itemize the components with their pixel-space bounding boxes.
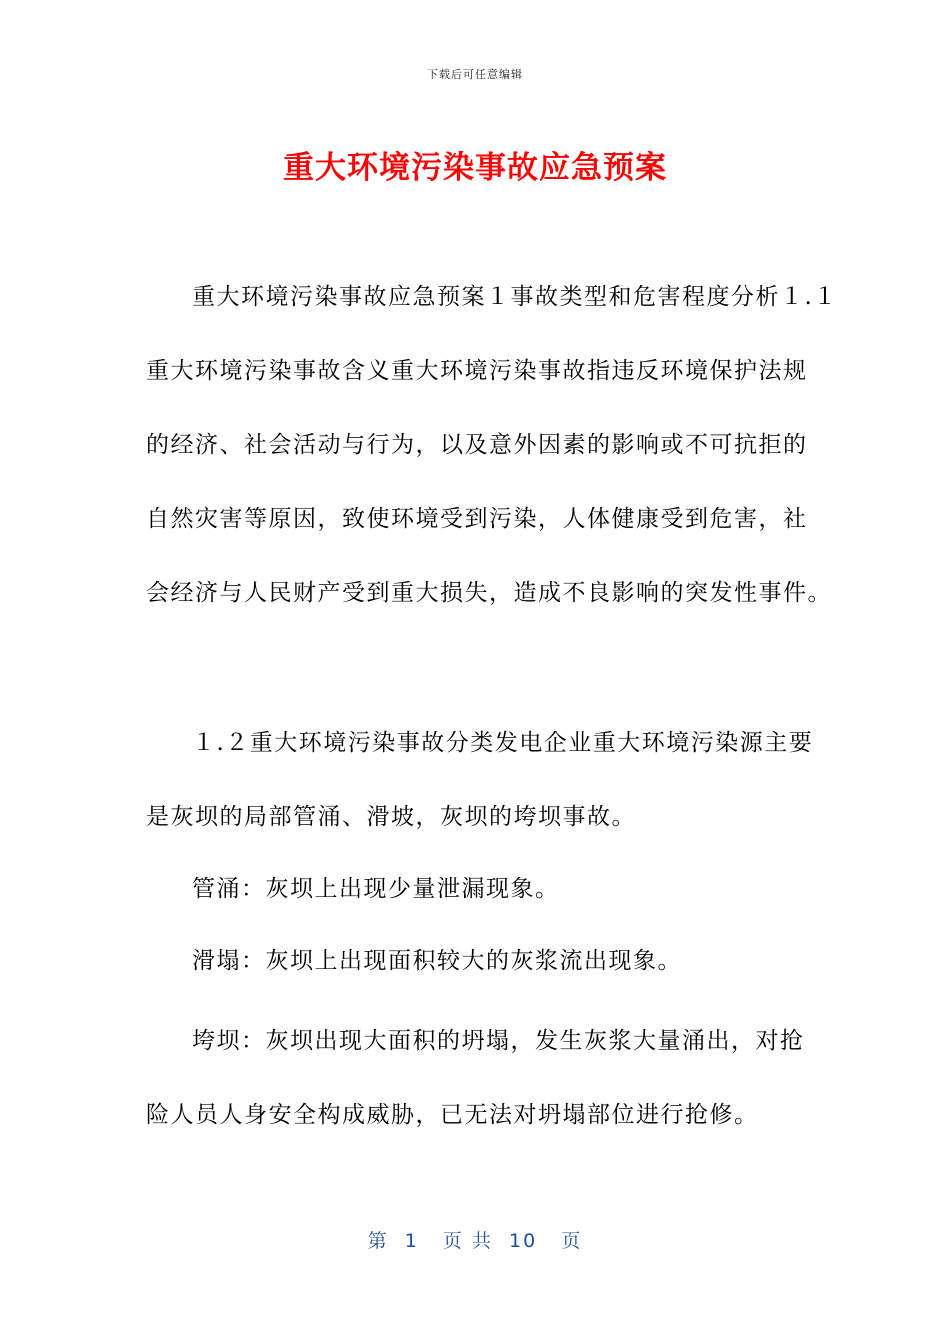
paragraph-line: １.２重大环境污染事故分类发电企业重大环境污染源主要	[192, 730, 814, 756]
paragraph-line: 自然灾害等原因，致使环境受到污染，人体健康受到危害，社	[146, 506, 808, 532]
paragraph-line: 是灰坝的局部管涌、滑坡，灰坝的垮坝事故。	[146, 804, 636, 830]
document-title: 重大环境污染事故应急预案	[283, 150, 667, 186]
paragraph-line: 重大环境污染事故应急预案１事故类型和危害程度分析１.１	[192, 284, 838, 310]
paragraph-line: 险人员人身安全构成威胁，已无法对坍塌部位进行抢修。	[146, 1102, 759, 1128]
paragraph-line: 滑塌：灰坝上出现面积较大的灰浆流出现象。	[192, 948, 682, 974]
page-number-footer: 第 1 页 共 10 页	[367, 1230, 583, 1252]
paragraph-4	[146, 924, 806, 998]
paragraph-line: 重大环境污染事故含义重大环境污染事故指违反环境保护法规	[146, 358, 808, 384]
paragraph-3	[146, 852, 806, 926]
paragraph-1	[146, 260, 838, 630]
paragraph-line: 会经济与人民财产受到重大损失，造成不良影响的突发性事件。	[146, 580, 832, 606]
header-note: 下载后可任意编辑	[427, 68, 523, 81]
paragraph-line: 垮坝：灰坝出现大面积的坍塌，发生灰浆大量涌出，对抢	[192, 1028, 805, 1054]
paragraph-5	[146, 1004, 806, 1152]
paragraph-line: 管涌：灰坝上出现少量泄漏现象。	[192, 876, 560, 902]
paragraph-2	[146, 706, 814, 854]
paragraph-line: 的经济、社会活动与行为，以及意外因素的影响或不可抗拒的	[146, 432, 808, 458]
